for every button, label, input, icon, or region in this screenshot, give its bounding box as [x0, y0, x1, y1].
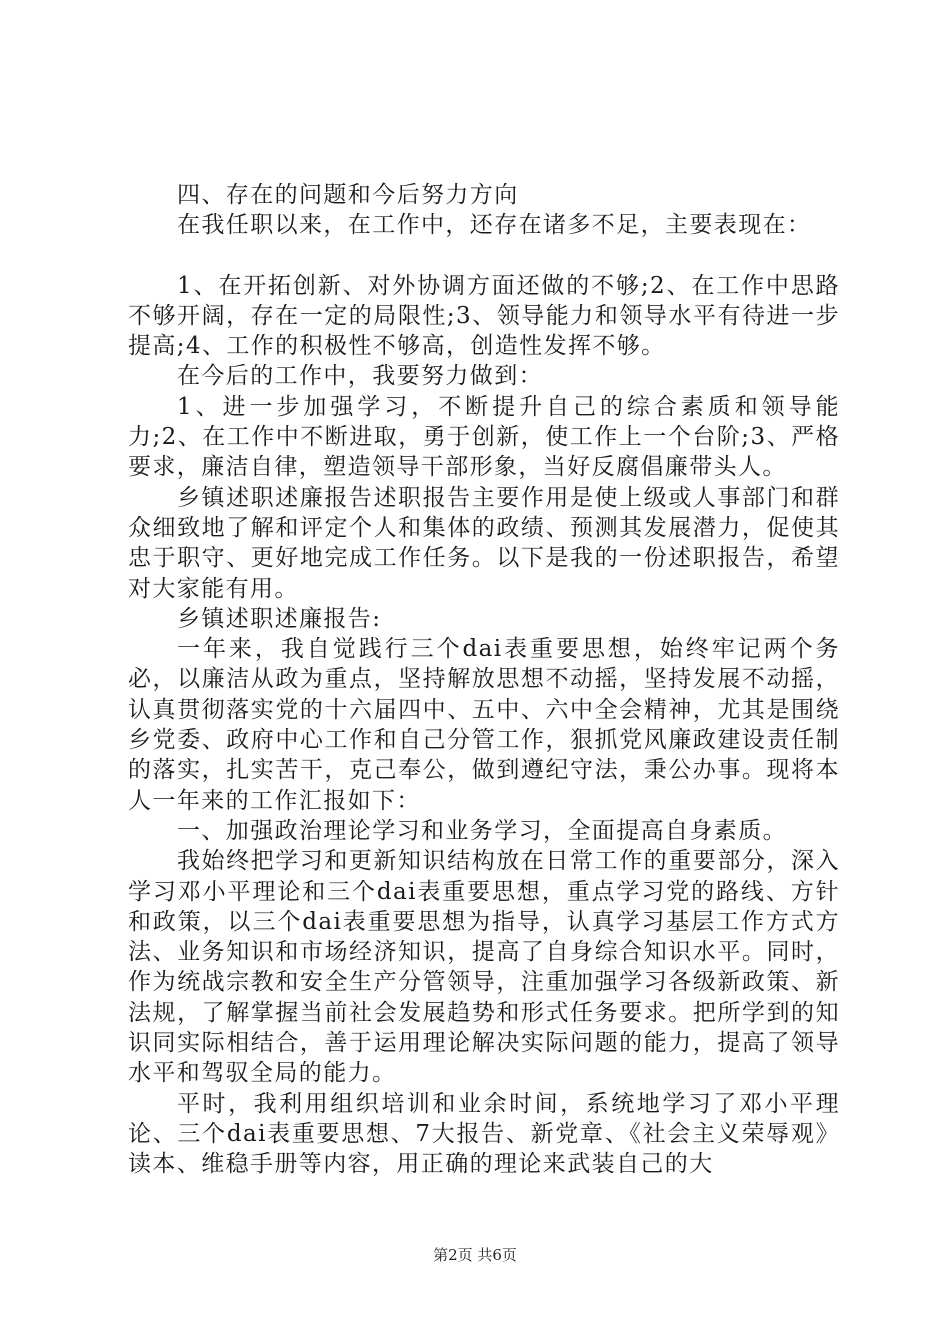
- paragraph: 1、在开拓创新、对外协调方面还做的不够;2、在工作中思路不够开阔，存在一定的局限性;3、领导能力和领导水平有待进一步提高;4、工作的积极性不够高，创造性发挥不够。: [128, 272, 840, 360]
- paragraph: 乡镇述职述廉报告:: [177, 605, 382, 632]
- paragraph: 乡镇述职述廉报告述职报告主要作用是使上级或人事部门和群众细致地了解和评定个人和集体的政绩、预测其发展潜力，促使其忠于职守、更好地完成工作任务。以下是我的一份述职报告，希望对大家能有用。: [128, 484, 840, 602]
- paragraph: 在今后的工作中，我要努力做到：: [177, 363, 543, 390]
- document-body: [128, 180, 840, 1180]
- paragraph: 在我任职以来，在工作中，还存在诸多不足，主要表现在：: [177, 212, 812, 239]
- paragraph: 平时，我利用组织培训和业余时间，系统地学习了邓小平理论、三个dai表重要思想、7大报告、新党章、《社会主义荣辱观》读本、维稳手册等内容，用正确的理论来武装自己的大: [128, 1090, 840, 1178]
- section-heading: 四、存在的问题和今后努力方向: [177, 182, 519, 208]
- paragraph: 1、进一步加强学习，不断提升自己的综合素质和领导能力;2、在工作中不断进取，勇于创新，使工作上一个台阶;3、严格要求，廉洁自律，塑造领导干部形象，当好反腐倡廉带头人。: [128, 393, 840, 481]
- section-heading: 一、加强政治理论学习和业务学习，全面提高自身素质。: [177, 817, 787, 844]
- page-footer: 第2页 共6页: [433, 1246, 517, 1264]
- paragraph: 我始终把学习和更新知识结构放在日常工作的重要部分，深入学习邓小平理论和三个dai表重要思想，重点学习党的路线、方针和政策，以三个dai表重要思想为指导，认真学习基层工作方式方法、业务知识和市场经济知识，提高了自身综合知识水平。同时，作为统战宗教和安全生产分管领导，注重加强学习各级新政策、新法规，了解掌握当前社会发展趋势和形式任务要求。把所学到的知识同实际相结合，善于运用理论解决实际问题的能力，提高了领导水平和驾驭全局的能力。: [128, 848, 840, 1087]
- paragraph: 一年来，我自觉践行三个dai表重要思想，始终牢记两个务必，以廉洁从政为重点，坚持解放思想不动摇，坚持发展不动摇，认真贯彻落实党的十六届四中、五中、六中全会精神，尤其是围绕乡党委、政府中心工作和自己分管工作，狠抓党风廉政建设责任制的落实，扎实苦干，克己奉公，做到遵纪守法，秉公办事。现将本人一年来的工作汇报如下：: [128, 636, 840, 814]
